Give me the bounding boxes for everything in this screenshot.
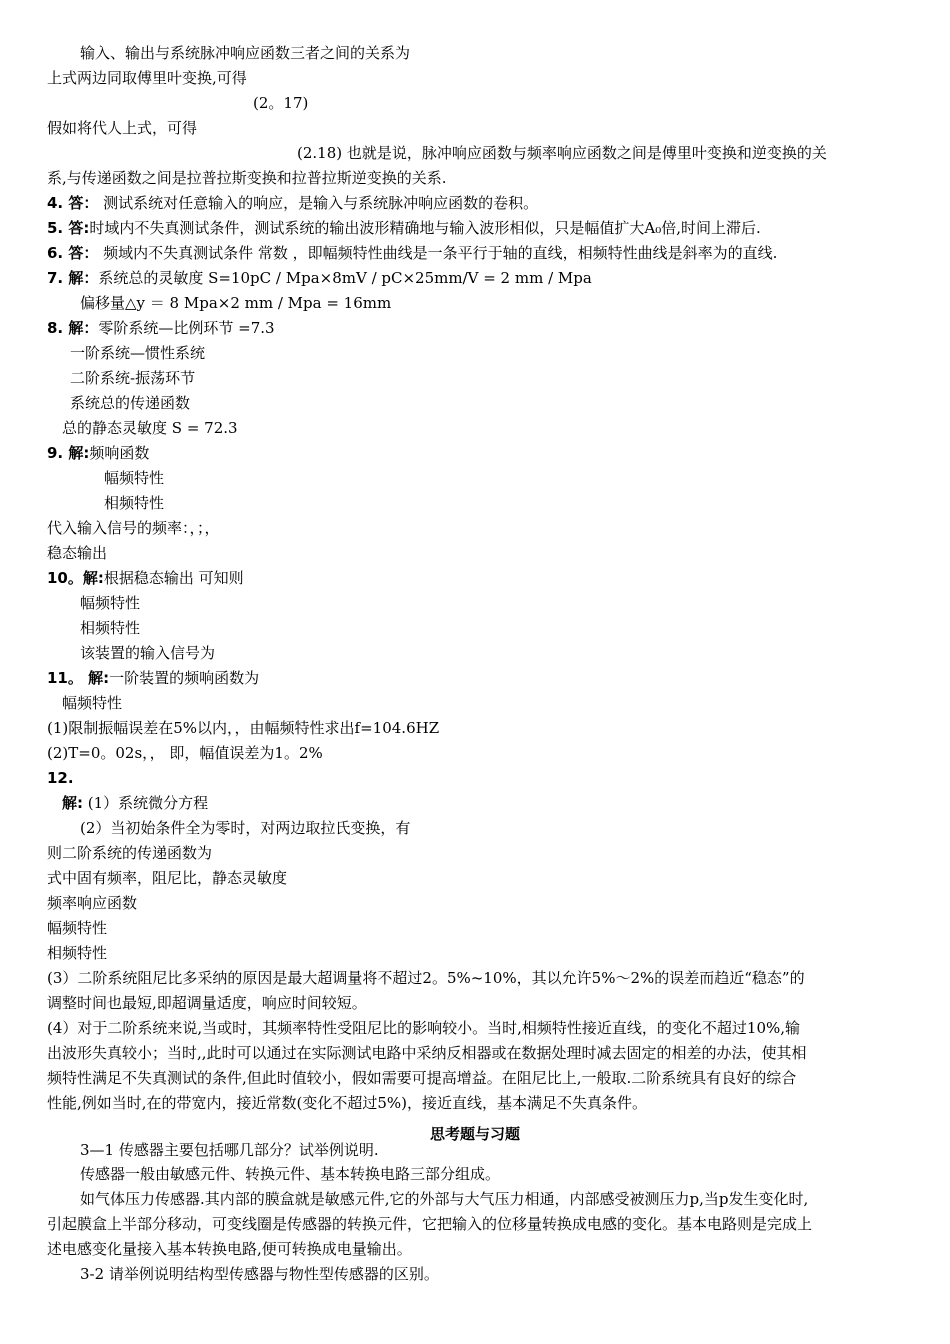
text-line — [47, 1018, 800, 1038]
line-text: 零阶系统—比例环节 =7.3 — [98, 319, 275, 337]
text-line — [47, 318, 275, 338]
line-text: 频特性满足不失真测试的条件,但此时值较小，假如需要可提高增益。在阻尼比上,一般取.二阶系统具有良好的综合 — [47, 1069, 797, 1087]
answer-label: 10。解: — [47, 569, 104, 587]
text-line — [47, 768, 74, 788]
answer-label: 8. 解： — [47, 319, 99, 337]
line-text: 频响函数 — [89, 444, 150, 462]
section-title: 思考题与习题 — [429, 1125, 520, 1143]
text-line — [47, 718, 439, 738]
text-line — [47, 1214, 812, 1234]
text-line — [47, 868, 287, 888]
line-text: 假如将代人上式，可得 — [47, 119, 198, 137]
line-text: 述电感变化量接入基本转换电路,便可转换成电量输出。 — [47, 1240, 412, 1258]
text-line — [104, 468, 164, 488]
line-text: 式中固有频率，阻尼比，静态灵敏度 — [47, 869, 288, 887]
text-line — [47, 168, 447, 188]
answer-label: 6. 答： — [47, 244, 99, 262]
line-text: 性能,例如当时,在的带宽内，接近常数(变化不超过5%)，接近直线，基本满足不失真条件。 — [47, 1094, 648, 1112]
line-text: 调整时间也最短,即超调量适度，响应时间较短。 — [47, 994, 367, 1012]
line-text: 相频特性 — [80, 619, 141, 637]
answer-label: 7. 解： — [47, 269, 99, 287]
text-line — [47, 668, 259, 688]
line-text: (1)限制振幅误差在5%以内，，由幅频特性求出f=104.6HZ — [47, 719, 440, 737]
line-text: 幅频特性 — [47, 919, 108, 937]
text-line — [62, 793, 208, 813]
line-text: 相频特性 — [104, 494, 165, 512]
line-text: 根据稳态输出 可知则 — [103, 569, 244, 587]
line-text: 幅频特性 — [104, 469, 165, 487]
text-line — [47, 118, 197, 138]
text-line — [47, 1068, 796, 1088]
answer-label: 9. 解: — [47, 444, 90, 462]
answer-label: 解: — [62, 794, 83, 812]
line-text: 系,与传递函数之间是拉普拉斯变换和拉普拉斯逆变换的关系. — [47, 169, 447, 187]
line-text: 一阶系统—惯性系统 — [70, 344, 206, 362]
text-line — [47, 218, 761, 238]
line-text: 引起膜盒上半部分移动，可变线圈是传感器的转换元件，它把输入的位移量转换成电感的变化。基本电路则是完成上 — [47, 1215, 813, 1233]
text-line — [47, 918, 107, 938]
text-line — [47, 743, 323, 763]
line-text: 3-2 请举例说明结构型传感器与物性型传感器的区别。 — [80, 1265, 439, 1283]
text-line — [47, 518, 220, 538]
answer-label: 11。 解: — [47, 669, 110, 687]
text-line — [47, 1043, 807, 1063]
text-line — [47, 1239, 412, 1259]
line-text: (2。17) — [253, 94, 309, 112]
line-text: 频域内不失真测试条件 常数 ，即幅频特性曲线是一条平行于轴的直线，相频特性曲线是斜率为的直线. — [98, 244, 778, 262]
line-text: 相频特性 — [47, 944, 108, 962]
text-line — [80, 1164, 500, 1184]
text-line — [70, 368, 195, 388]
line-text: 则二阶系统的传递函数为 — [47, 844, 213, 862]
line-text: (4）对于二阶系统来说,当或时，其频率特性受阻尼比的影响较小。当时,相频特性接近直线，的变化不超过10%,输 — [47, 1019, 801, 1037]
line-text: (2)T=0。02s，， 即，幅值误差为1。2% — [47, 744, 323, 762]
text-line — [47, 68, 247, 88]
text-line — [47, 993, 367, 1013]
text-line — [47, 943, 107, 963]
text-line — [47, 193, 538, 213]
line-text: 输入、输出与系统脉冲响应函数三者之间的关系为 — [80, 44, 411, 62]
text-line — [80, 1189, 808, 1209]
line-text: 出波形失真较小；当时,,此时可以通过在实际测试电路中采纳反相器或在数据处理时减去固定的相差的办法，使其相 — [47, 1044, 807, 1062]
text-line — [80, 643, 215, 663]
text-line — [62, 418, 238, 438]
text-line — [47, 268, 592, 288]
text-line — [47, 243, 777, 263]
line-text: (2）当初始条件全为零时，对两边取拉氏变换，有 — [80, 819, 411, 837]
answer-label: 5. 答: — [47, 219, 90, 237]
line-text: 频率响应函数 — [47, 894, 138, 912]
text-line — [47, 893, 137, 913]
text-line — [47, 443, 149, 463]
line-text: 传感器一般由敏感元件、转换元件、基本转换电路三部分组成。 — [80, 1165, 501, 1183]
line-text: 如气体压力传感器.其内部的膜盒就是敏感元件,它的外部与大气压力相通，内部感受被测压力p,当p发生变化时, — [80, 1190, 809, 1208]
line-text: 系统总的灵敏度 S=10pC / Mpa×8mV / pC×25mm/V = 2 mm / Mpa — [98, 269, 592, 287]
text-line — [70, 343, 205, 363]
text-line — [70, 393, 190, 413]
line-text: 稳态输出 — [47, 544, 108, 562]
text-line — [80, 593, 140, 613]
line-text: 总的静态灵敏度 S = 72.3 — [62, 419, 238, 437]
text-line — [47, 968, 805, 988]
text-line — [47, 1093, 647, 1113]
text-line — [80, 818, 410, 838]
text-line — [253, 93, 308, 113]
line-text: (2.18) 也就是说，脉冲响应函数与频率响应函数之间是傅里叶变换和逆变换的关 — [297, 144, 827, 162]
text-line — [47, 543, 107, 563]
line-text: 3—1 传感器主要包括哪几部分？试举例说明. — [80, 1141, 379, 1159]
line-text: (3）二阶系统阻尼比多采纳的原因是最大超调量将不超过2。5%~10%，其以允许5%～2%的误差而趋近“稳态”的 — [47, 969, 805, 987]
line-text: 时域内不失真测试条件，测试系统的输出波形精确地与输入波形相似，只是幅值扩大A₀倍,时间上滞后. — [89, 219, 761, 237]
text-line — [47, 568, 244, 588]
line-text: 代入输入信号的频率：，；， — [47, 519, 220, 537]
line-text: 测试系统对任意输入的响应，是输入与系统脉冲响应函数的卷积。 — [98, 194, 539, 212]
answer-label: 4. 答： — [47, 194, 99, 212]
text-line — [80, 43, 410, 63]
line-text: 该装置的输入信号为 — [80, 644, 216, 662]
text-line — [297, 143, 827, 163]
answer-label: 12. — [47, 769, 74, 787]
text-line — [47, 843, 212, 863]
line-text: 系统总的传递函数 — [70, 394, 191, 412]
line-text: 幅频特性 — [80, 594, 141, 612]
text-line — [80, 618, 140, 638]
line-text: (1）系统微分方程 — [83, 794, 209, 812]
line-text: 二阶系统-振荡环节 — [70, 369, 196, 387]
text-line — [62, 693, 122, 713]
line-text: 幅频特性 — [62, 694, 123, 712]
text-line — [80, 1264, 439, 1284]
line-text: 一阶装置的频响函数为 — [109, 669, 260, 687]
line-text: 上式两边同取傅里叶变换,可得 — [47, 69, 247, 87]
text-line — [104, 493, 164, 513]
text-line — [80, 293, 391, 313]
line-text: 偏移量△y ＝ 8 Mpa×2 mm / Mpa = 16mm — [80, 294, 392, 312]
